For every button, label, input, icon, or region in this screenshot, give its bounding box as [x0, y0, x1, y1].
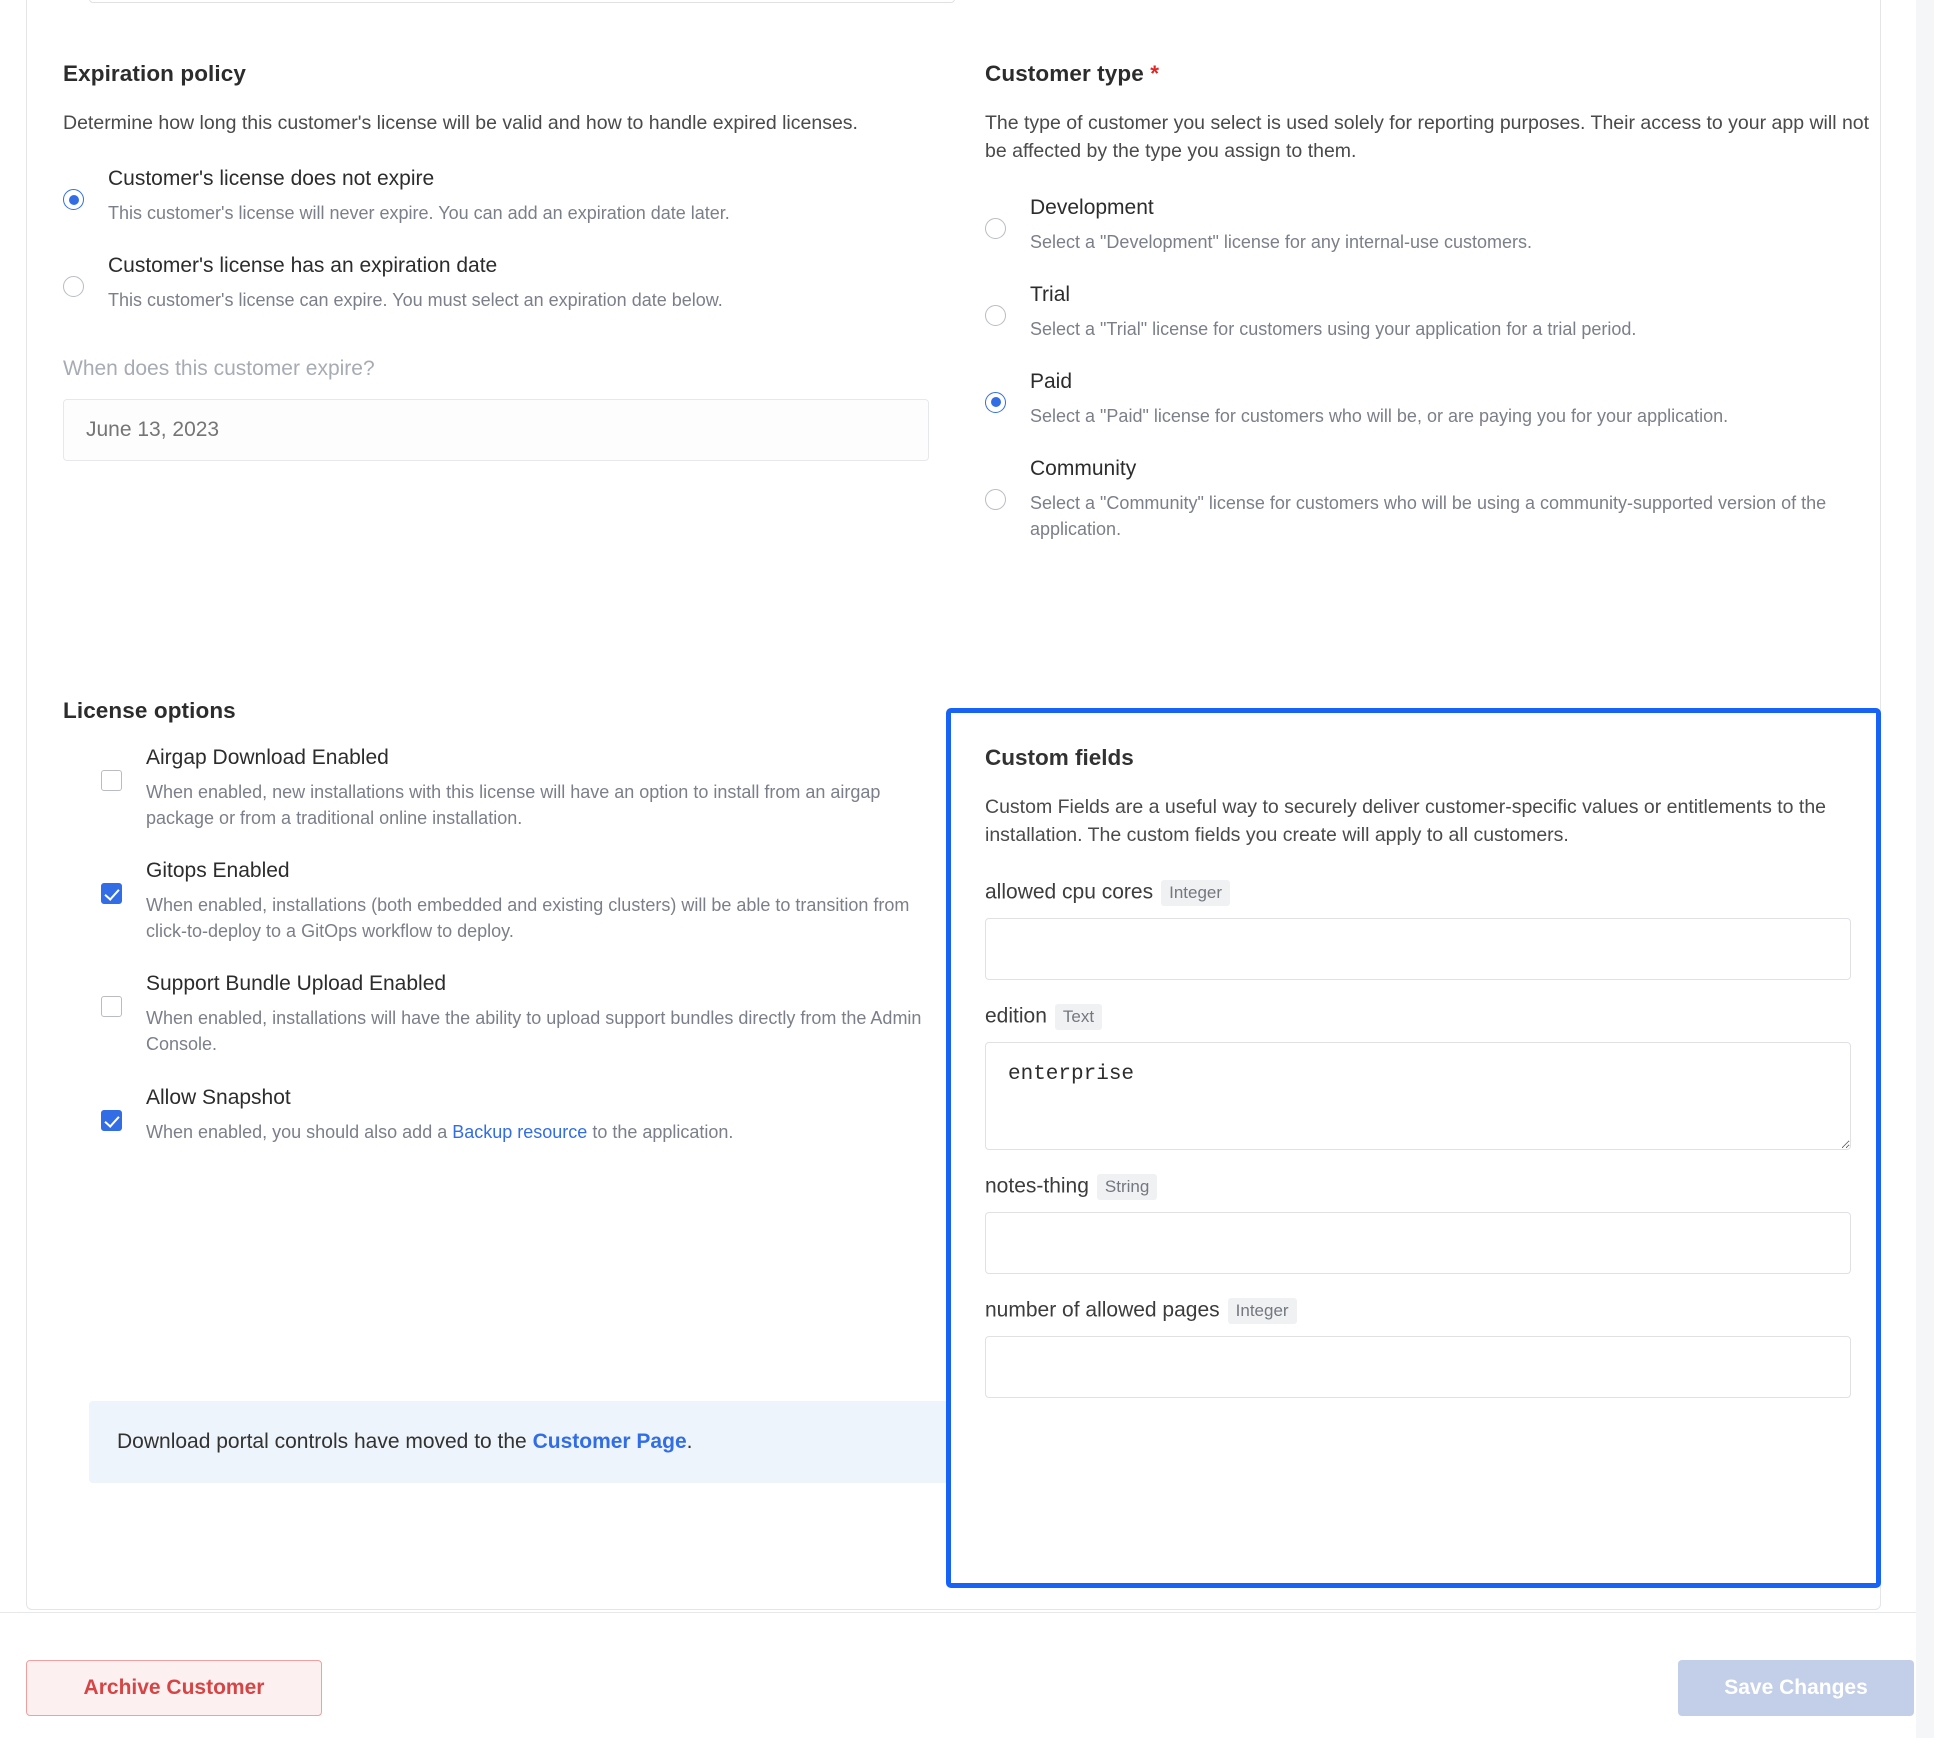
radio-license-no-expire[interactable]	[63, 167, 943, 226]
checkbox-description	[146, 1119, 943, 1145]
radio-icon[interactable]	[985, 305, 1006, 326]
checkbox-icon[interactable]	[101, 883, 122, 904]
checkbox-description: When enabled, new installations with this license will have an option to install from an airgap package or from a traditional online installation.	[146, 782, 881, 829]
custom-field-type-badge: Integer	[1228, 1298, 1297, 1324]
checkbox-description: When enabled, installations (both embedded and existing clusters) will be able to transition from click-to-deploy to a GitOps workflow to deploy.	[146, 895, 910, 942]
radio-description: Select a "Paid" license for customers who will be, or are paying you for your application.	[1030, 405, 1729, 426]
radio-description: Select a "Development" license for any internal-use customers.	[1030, 231, 1533, 252]
checkbox-label: Allow Snapshot	[146, 1085, 291, 1109]
radio-license-has-expiration[interactable]	[63, 254, 943, 313]
customer-type-title-text: Customer type	[985, 61, 1144, 86]
checkbox-label: Gitops Enabled	[146, 859, 290, 883]
custom-field-type-badge: Integer	[1161, 880, 1230, 906]
radio-label: Customer's license has an expiration date	[108, 254, 498, 278]
custom-field-label-text: number of allowed pages	[985, 1298, 1220, 1322]
radio-description: Select a "Community" license for customers who will be using a community-supported version of the application.	[1030, 492, 1827, 539]
custom-field-label	[985, 1004, 1844, 1030]
radio-label: Community	[1030, 456, 1137, 480]
custom-field-textarea-edition[interactable]	[985, 1042, 1851, 1150]
radio-label: Paid	[1030, 369, 1073, 393]
checkbox-description: When enabled, installations will have the ability to upload support bundles directly from the Admin Console.	[146, 1008, 922, 1055]
checkbox-icon[interactable]	[101, 770, 122, 791]
radio-customer-type-paid[interactable]	[985, 370, 1875, 429]
customer-page-link[interactable]: Customer Page	[532, 1430, 687, 1453]
custom-field-input-notes-thing[interactable]	[985, 1212, 1851, 1274]
backup-resource-link[interactable]: Backup resource	[452, 1121, 588, 1142]
license-options-title: License options	[63, 698, 236, 723]
radio-icon[interactable]	[985, 392, 1006, 413]
banner-text-before: Download portal controls have moved to the	[117, 1430, 533, 1453]
radio-icon[interactable]	[63, 276, 84, 297]
page-right-edge	[1916, 0, 1934, 1738]
archive-customer-button[interactable]: Archive Customer	[26, 1660, 322, 1716]
custom-fields-title: Custom fields	[985, 745, 1134, 770]
custom-field-input-allowed-cpu-cores[interactable]	[985, 918, 1851, 980]
checkbox-allow-snapshot[interactable]	[101, 1086, 943, 1145]
desc-text-before: When enabled, you should also add a	[146, 1121, 453, 1142]
expiration-policy-section	[63, 61, 943, 461]
footer-divider	[0, 1612, 1934, 1613]
checkbox-support-bundle-upload-enabled[interactable]	[101, 972, 943, 1057]
custom-field-label-text: edition	[985, 1004, 1047, 1028]
expiration-date-question: When does this customer expire?	[63, 357, 375, 381]
custom-fields-panel	[946, 708, 1881, 1588]
customer-type-section	[985, 61, 1875, 570]
expiration-date-input[interactable]	[63, 399, 929, 461]
checkbox-label: Support Bundle Upload Enabled	[146, 972, 447, 996]
customer-type-title	[985, 61, 1875, 87]
custom-field-label-text: notes-thing	[985, 1174, 1089, 1198]
license-options-section	[63, 698, 943, 1173]
custom-field-label	[985, 1174, 1844, 1200]
custom-field-label	[985, 1298, 1844, 1324]
checkbox-airgap-download-enabled[interactable]	[101, 746, 943, 831]
banner-text-after: .	[686, 1430, 693, 1453]
radio-label: Development	[1030, 195, 1154, 219]
radio-icon[interactable]	[985, 218, 1006, 239]
checkbox-gitops-enabled[interactable]	[101, 859, 943, 944]
custom-field-type-badge: String	[1097, 1174, 1157, 1200]
radio-customer-type-community[interactable]	[985, 457, 1875, 542]
checkbox-label: Airgap Download Enabled	[146, 746, 389, 769]
radio-description: This customer's license will never expire. You can add an expiration date later.	[108, 203, 730, 224]
required-marker: *	[1150, 61, 1160, 86]
download-portal-banner	[89, 1401, 955, 1483]
desc-text-after: to the application.	[587, 1121, 734, 1142]
radio-icon[interactable]	[63, 189, 84, 210]
save-changes-button[interactable]: Save Changes	[1678, 1660, 1914, 1716]
expiration-policy-description: Determine how long this customer's license will be valid and how to handle expired licenses.	[63, 112, 858, 134]
radio-description: Select a "Trial" license for customers using your application for a trial period.	[1030, 318, 1637, 339]
radio-label: Customer's license does not expire	[108, 167, 435, 191]
expiration-policy-title: Expiration policy	[63, 61, 246, 86]
custom-field-number-of-allowed-pages	[985, 1298, 1844, 1398]
radio-customer-type-development[interactable]	[985, 196, 1875, 255]
checkbox-icon[interactable]	[101, 996, 122, 1017]
custom-field-label	[985, 880, 1844, 906]
radio-customer-type-trial[interactable]	[985, 283, 1875, 342]
radio-label: Trial	[1030, 282, 1071, 306]
custom-field-input-number-of-allowed-pages[interactable]	[985, 1336, 1851, 1398]
custom-fields-description: Custom Fields are a useful way to securely deliver customer-specific values or entitlements to the installation. The custom fields you create will apply to all customers.	[985, 796, 1827, 847]
custom-field-notes-thing	[985, 1174, 1844, 1274]
custom-field-label-text: allowed cpu cores	[985, 880, 1154, 904]
radio-description: This customer's license can expire. You must select an expiration date below.	[108, 290, 723, 311]
customer-type-description: The type of customer you select is used solely for reporting purposes. Their access to your app will not be affected by the type you assign to them.	[985, 112, 1870, 163]
checkbox-icon[interactable]	[101, 1110, 122, 1131]
truncated-text-input[interactable]	[89, 0, 955, 3]
radio-icon[interactable]	[985, 489, 1006, 510]
custom-field-type-badge: Text	[1055, 1004, 1102, 1030]
custom-field-edition	[985, 1004, 1844, 1150]
custom-field-allowed-cpu-cores	[985, 880, 1844, 980]
